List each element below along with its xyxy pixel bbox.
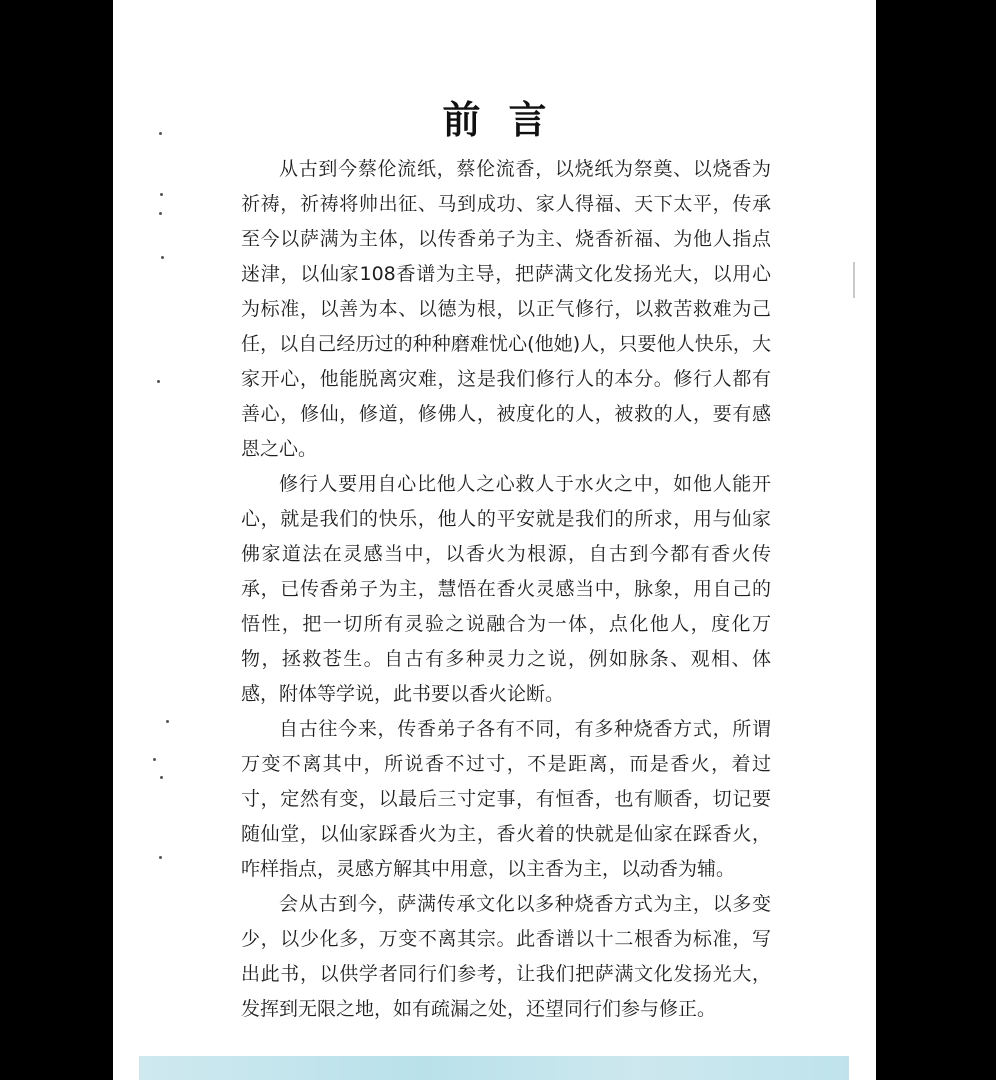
- scan-speck: [157, 380, 160, 383]
- document-page: [113, 0, 876, 1080]
- paragraph-2: 修行人要用自心比他人之心救人于水火之中，如他人能开心，就是我们的快乐，他人的平安就是我们的所求，用与仙家佛家道法在灵感当中，以香火为根源，自古到今都有香火传承，已传香弟子为主，慧悟在香火灵感当中，脉象，用自己的悟性，把一切所有灵验之说融合为一体，点化他人，度化万物，拯救苍生。自古有多种灵力之说，例如脉条、观相、体感，附体等学说，此书要以香火论断。: [241, 473, 771, 705]
- paragraph-1: 从古到今蔡伦流纸，蔡伦流香，以烧纸为祭奠、以烧香为祈祷，祈祷将帅出征、马到成功、家人得福、天下太平，传承至今以萨满为主体，以传香弟子为主、烧香祈福、为他人指点迷津，以仙家108香谱为主导，把萨满文化发扬光大，以用心为标准，以善为本、以德为根，以正气修行，以救苦救难为己任，以自己经历过的种种磨难忧心(他她)人，只要他人快乐，大家开心，他能脱离灾难，这是我们修行人的本分。修行人都有善心，修仙，修道，修佛人，被度化的人，被救的人，要有感恩之心。: [241, 158, 771, 460]
- scan-artifact-line: [853, 262, 855, 298]
- scan-speck: [159, 856, 162, 859]
- scan-speck: [160, 776, 163, 779]
- scan-color-strip: [139, 1056, 849, 1080]
- body-text: [241, 152, 771, 1027]
- scan-speck: [159, 212, 162, 215]
- scan-speck: [160, 193, 163, 196]
- scan-speck: [153, 758, 156, 761]
- page-title: 前言: [442, 97, 575, 142]
- scan-speck: [166, 720, 169, 723]
- scan-speck: [159, 132, 162, 135]
- paragraph-4: 会从古到今，萨满传承文化以多种烧香方式为主，以多变少，以少化多，万变不离其宗。此香谱以十二根香为标准，写出此书，以供学者同行们参考，让我们把萨满文化发扬光大，发挥到无限之地，如有疏漏之处，还望同行们参与修正。: [241, 893, 771, 1020]
- paragraph-3: 自古往今来，传香弟子各有不同，有多种烧香方式，所谓万变不离其中，所说香不过寸，不是距离，而是香火，着过寸，定然有变，以最后三寸定事，有恒香，也有顺香，切记要随仙堂，以仙家踩香火为主，香火着的快就是仙家在踩香火，咋样指点，灵感方解其中用意，以主香为主，以动香为辅。: [241, 718, 771, 880]
- scan-speck: [161, 256, 164, 259]
